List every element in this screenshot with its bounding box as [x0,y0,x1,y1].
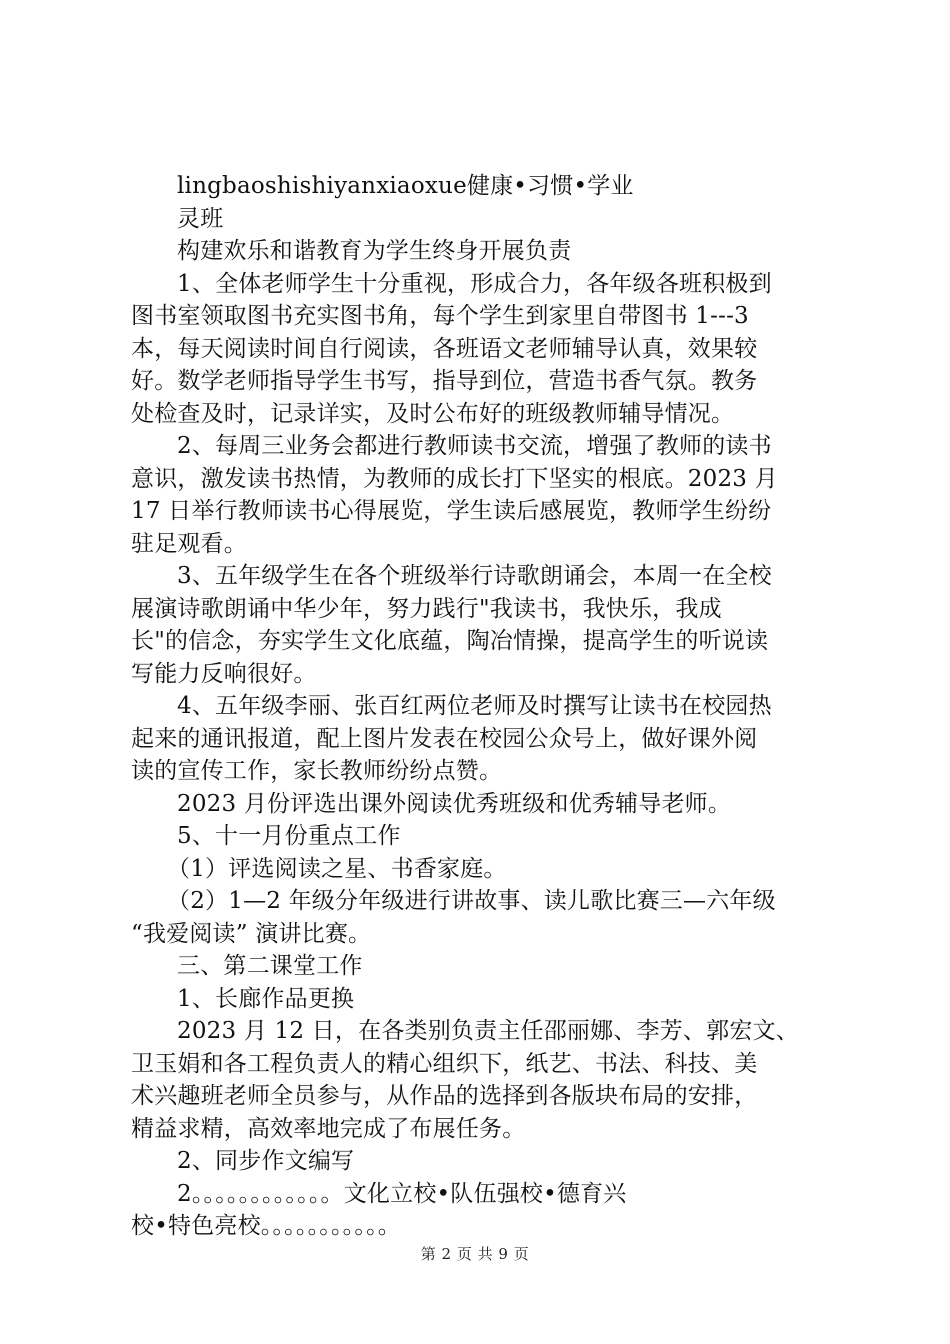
paragraph-line: 意识，激发读书热情，为教师的成长打下坚实的根底。2023 月 [131,465,778,492]
paragraph-line: 处检查及时，记录详实，及时公布好的班级教师辅导情况。 [131,400,735,427]
paragraph-line: 校•特色亮校。。。。。。。。。。。 [131,1213,401,1239]
paragraph-line: 17 日举行教师读书心得展览，学生读后感展览，教师学生纷纷 [131,498,772,524]
paragraph-line: 起来的通讯报道，配上图片发表在校园公众号上，做好课外阅 [131,725,758,752]
section-heading: 5、十一月份重点工作 [177,823,401,849]
paragraph-line: 4、五年级李丽、张百红两位老师及时撰写让读书在校园热 [177,693,772,719]
paragraph-line: 图书室领取图书充实图书角，每个学生到家里自带图书 1---3 [131,303,749,329]
text-line: 构建欢乐和谐教育为学生终身开展负责 [177,238,572,264]
header-line: lingbaoshishiyanxiaoxue健康•习惯•学业 [177,173,634,199]
paragraph-line: 2、每周三业务会都进行教师读书交流，增强了教师的读书 [177,433,772,459]
list-item: （2）1—2 年级分年级进行讲故事、读儿歌比赛三—六年级 [167,888,776,914]
paragraph-line: 术兴趣班老师全员参与，从作品的选择到各版块布局的安排， [131,1083,758,1109]
section-heading: 1、长廊作品更换 [177,985,355,1012]
paragraph-line: 本，每天阅读时间自行阅读，各班语文老师辅导认真，效果较 [131,335,758,362]
paragraph-line: 精益求精，高效率地完成了布展任务。 [131,1115,526,1142]
paragraph-line: 2023 月份评选出课外阅读优秀班级和优秀辅导老师。 [177,790,732,817]
text-line: 灵班 [177,205,224,232]
paragraph-line: 2023 月 12 日，在各类别负责主任邵丽娜、李芳、郭宏文、 [177,1018,799,1044]
paragraph-line: 好。数学老师指导学生书写，指导到位，营造书香气氛。教务 [131,368,758,394]
paragraph-line: 2。。。。。。。。。。。。文化立校•队伍强校•德育兴 [177,1180,627,1207]
paragraph-line: 读的宣传工作，家长教师纷纷点赞。 [131,758,503,784]
paragraph-line: 驻足观看。 [131,530,247,557]
page-number-footer: 第 2 页 共 9 页 [420,1245,530,1263]
list-item-continued: “我爱阅读” 演讲比赛。 [131,920,372,947]
section-heading: 三、第二课堂工作 [177,953,363,979]
document-body [131,170,835,1243]
paragraph-line: 长"的信念，夯实学生文化底蕴，陶冶情操，提高学生的听说读 [131,628,769,654]
paragraph-line: 1、全体老师学生十分重视，形成合力，各年级各班积极到 [177,270,772,297]
paragraph-line: 展演诗歌朗诵中华少年，努力践行"我读书，我快乐，我成 [131,595,722,622]
section-heading: 2、同步作文编写 [177,1148,355,1174]
paragraph-line: 卫玉娟和各工程负责人的精心组织下，纸艺、书法、科技、美 [131,1050,758,1077]
paragraph-line: 写能力反响很好。 [131,660,317,687]
list-item: （1）评选阅读之星、书香家庭。 [167,855,507,882]
paragraph-line: 3、五年级学生在各个班级举行诗歌朗诵会，本周一在全校 [177,563,772,589]
